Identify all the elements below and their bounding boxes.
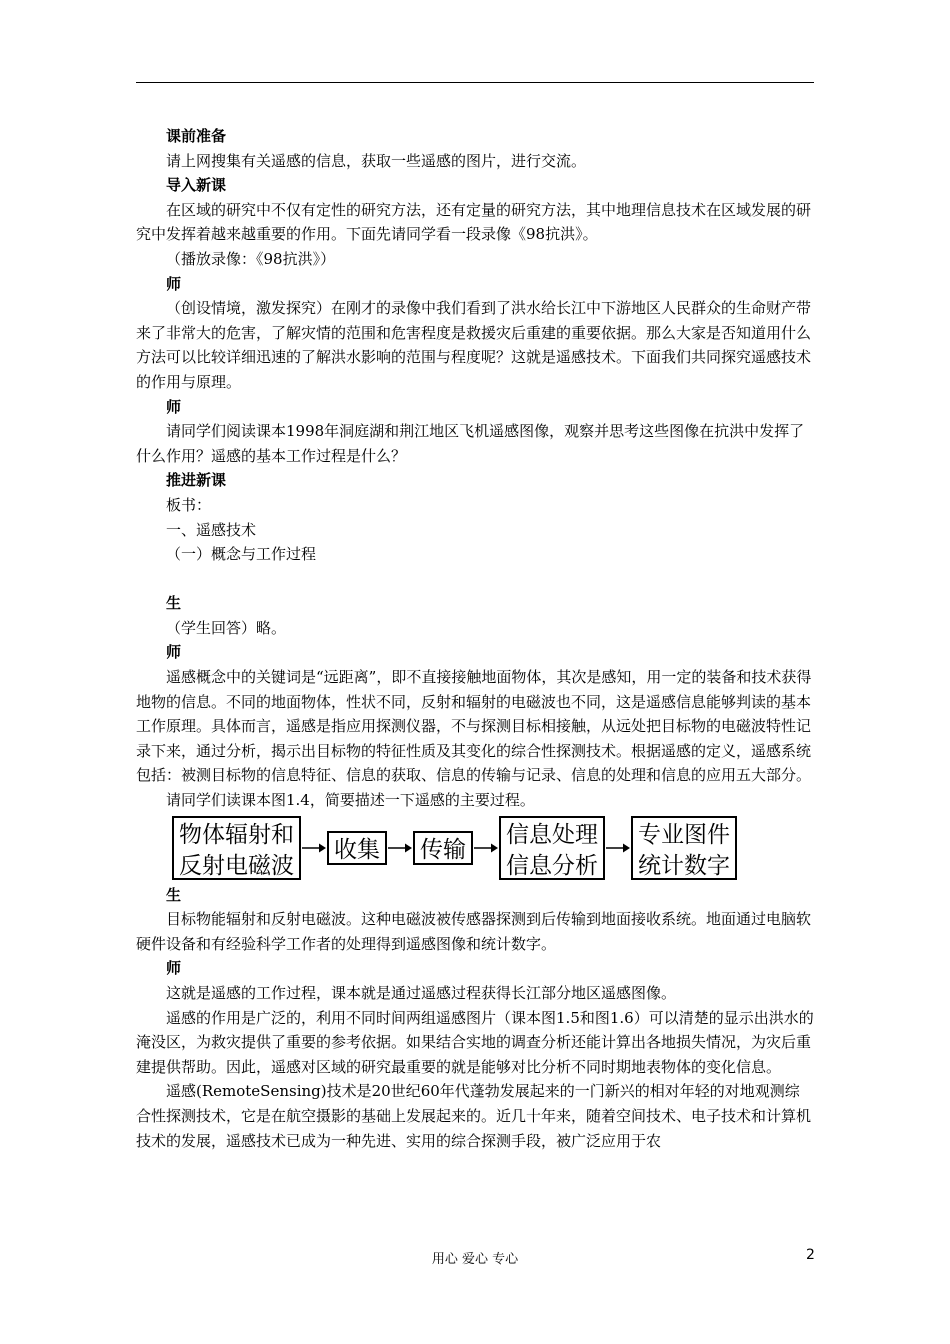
flow-box-source — [172, 816, 301, 880]
flow-box-line: 物体辐射和 — [179, 821, 294, 848]
arrow-right-icon — [473, 842, 499, 854]
speaker-label: 师 — [166, 274, 182, 293]
paragraph: 这就是遥感的工作过程，课本就是通过遥感过程获得长江部分地区遥感图像。 — [166, 984, 677, 1002]
speaker-label: 生 — [166, 885, 182, 904]
paragraph: 一、遥感技术 — [166, 520, 257, 539]
paragraph: （学生回答）略。 — [166, 618, 287, 637]
flow-box-transmit — [413, 831, 473, 865]
paragraph: 遥感概念中的关键词是“远距离”，即不直接接触地面物体，其次是感知，用一定的装备和技术获得地物的信息。不同的地面物体，性状不同，反射和辐射的电磁波也不同，这是遥感信息能够判读的基本工作原理。具体而言，遥感是指应用探测仪器，不与探测目标相接触，从远处把目标物的电磁波特性记录下来，通过分析，揭示出目标物的特征性质及其变化的综合性探测技术。根据遥感的定义，遥感系统包括：被测目标物的信息特征、信息的获取、信息的传输与记录、信息的处理和信息的应用五大部分。 — [136, 668, 812, 785]
speaker-label: 师 — [166, 959, 182, 978]
paragraph: （一）概念与工作过程 — [166, 545, 317, 564]
header-rule — [136, 82, 814, 83]
document-body — [136, 124, 814, 1153]
paragraph: 板书： — [166, 495, 212, 514]
paragraph: 请同学们阅读课本1998年洞庭湖和荆江地区飞机遥感图像，观察并思考这些图像在抗洪中发挥了什么作用？遥感的基本工作过程是什么？ — [136, 422, 805, 465]
remote-sensing-process-flowchart — [172, 815, 814, 881]
page-number: 2 — [806, 1247, 815, 1263]
flow-box-collect — [327, 831, 387, 865]
section-heading: 课前准备 — [166, 127, 227, 145]
flow-box-line: 统计数字 — [638, 852, 730, 879]
flow-box-output — [631, 816, 737, 880]
arrow-right-icon — [301, 842, 327, 854]
arrow-right-icon — [605, 842, 631, 854]
blank-line — [136, 567, 814, 592]
paragraph: 目标物能辐射和反射电磁波。这种电磁波被传感器探测到后传输到地面接收系统。地面通过电脑软硬件设备和有经验科学工作者的处理得到遥感图像和统计数字。 — [136, 910, 812, 953]
flow-box-line: 反射电磁波 — [179, 852, 294, 879]
paragraph: 遥感(RemoteSensing)技术是20世纪60年代蓬勃发展起来的一门新兴的相对年轻的对地观测综合性探测技术，它是在航空摄影的基础上发展起来的。近几十年来，随着空间技术、电子技术和计算机技术的发展，遥感技术已成为一种先进、实用的综合探测手段，被广泛应用于农 — [136, 1082, 812, 1150]
paragraph: 请上网搜集有关遥感的信息，获取一些遥感的图片，进行交流。 — [166, 151, 587, 170]
paragraph: 遥感的作用是广泛的，利用不同时间两组遥感图片（课本图1.5和图1.6）可以清楚的显示出洪水的淹没区，为救灾提供了重要的参考依据。如果结合实地的调查分析还能计算出各地损失情况，为灾后重建提供帮助。因此，遥感对区域的研究最重要的就是能够对比分析不同时期地表物体的变化信息。 — [136, 1008, 814, 1076]
paragraph: （创设情境，激发探究）在刚才的录像中我们看到了洪水给长江中下游地区人民群众的生命财产带来了非常大的危害，了解灾情的范围和危害程度是救援灾后重建的重要依据。那么大家是否知道用什么方法可以比较详细迅速的了解洪水影响的范围与程度呢？这就是遥感技术。下面我们共同探究遥感技术的作用与原理。 — [136, 299, 812, 391]
section-heading: 推进新课 — [166, 471, 227, 490]
flow-box-line: 传输 — [420, 836, 466, 863]
flow-box-line: 信息处理 — [506, 821, 598, 848]
arrow-right-icon — [387, 842, 413, 854]
paragraph: 在区域的研究中不仅有定性的研究方法，还有定量的研究方法，其中地理信息技术在区域发展的研究中发挥着越来越重要的作用。下面先请同学看一段录像《98抗洪》。 — [136, 200, 812, 244]
paragraph: 请同学们读课本图1.4，简要描述一下遥感的主要过程。 — [166, 791, 535, 810]
flow-box-line: 信息分析 — [506, 852, 598, 879]
flow-box-process — [499, 816, 605, 880]
flow-box-line: 收集 — [334, 836, 380, 863]
section-heading: 导入新课 — [166, 176, 227, 195]
paragraph: （播放录像：《98抗洪》） — [166, 249, 336, 268]
flow-box-line: 专业图件 — [638, 821, 730, 848]
speaker-label: 师 — [166, 397, 182, 416]
speaker-label: 生 — [166, 594, 182, 613]
footer-motto: 用心 爱心 专心 — [431, 1252, 519, 1267]
speaker-label: 师 — [166, 643, 182, 662]
